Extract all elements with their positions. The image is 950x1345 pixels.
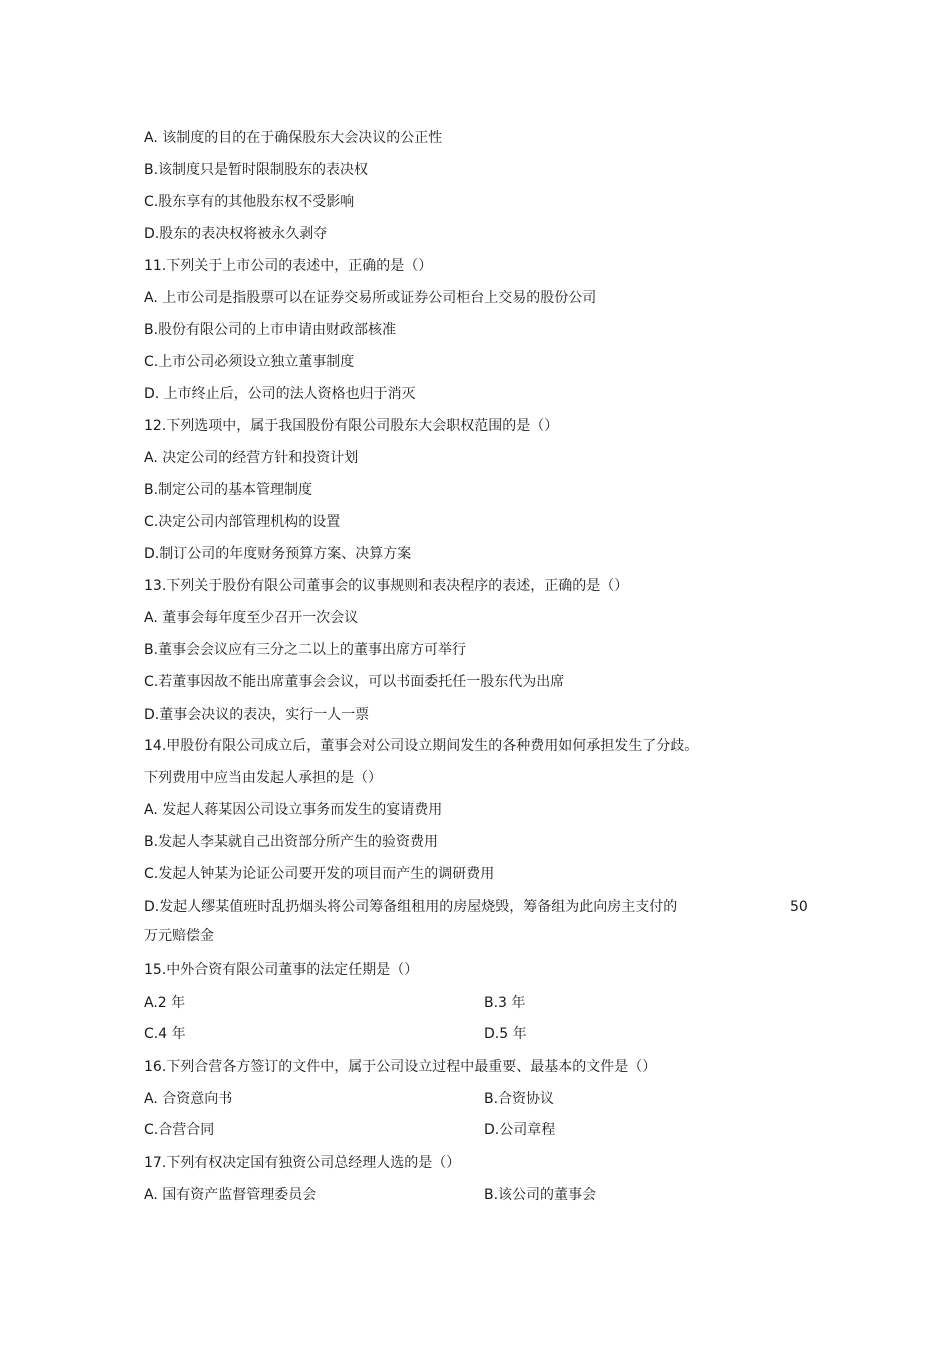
q15-option-a: A.2 年 xyxy=(144,995,186,1011)
q11-option-c: C.上市公司必须设立独立董事制度 xyxy=(144,354,355,370)
q11-option-d: D. 上市终止后，公司的法人资格也归于消灭 xyxy=(144,386,416,402)
q16-option-a: A. 合资意向书 xyxy=(144,1091,233,1107)
q10-option-b: B.该制度只是暂时限制股东的表决权 xyxy=(144,162,369,178)
q14-stem-line1: 14.甲股份有限公司成立后，董事会对公司设立期间发生的各种费用如何承担发生了分歧。 xyxy=(144,738,699,754)
q14-option-a: A. 发起人蒋某因公司设立事务而发生的宴请费用 xyxy=(144,802,443,818)
q14-option-d-line1: D.发起人缪某值班时乱扔烟头将公司筹备组租用的房屋烧毁，筹备组为此向房主支付的 xyxy=(144,899,678,915)
q14-option-d-line2: 万元赔偿金 xyxy=(144,928,214,944)
q16-option-c: C.合营合同 xyxy=(144,1122,215,1138)
q12-option-b: B.制定公司的基本管理制度 xyxy=(144,482,313,498)
q12-option-a: A. 决定公司的经营方针和投资计划 xyxy=(144,450,359,466)
q16-option-d: D.公司章程 xyxy=(484,1122,556,1138)
q10-option-d: D.股东的表决权将被永久剥夺 xyxy=(144,226,328,242)
q14-option-c: C.发起人钟某为论证公司要开发的项目而产生的调研费用 xyxy=(144,866,495,882)
q16-stem: 16.下列合营各方签订的文件中，属于公司设立过程中最重要、最基本的文件是（） xyxy=(144,1059,657,1075)
q13-stem: 13.下列关于股份有限公司董事会的议事规则和表决程序的表述，正确的是（） xyxy=(144,578,629,594)
q13-option-c: C.若董事因故不能出席董事会会议，可以书面委托任一股东代为出席 xyxy=(144,674,565,690)
q12-option-c: C.决定公司内部管理机构的设置 xyxy=(144,514,341,530)
q11-option-b: B.股份有限公司的上市申请由财政部核准 xyxy=(144,322,397,338)
q17-option-a: A. 国有资产监督管理委员会 xyxy=(144,1187,317,1203)
q10-option-a: A. 该制度的目的在于确保股东大会决议的公正性 xyxy=(144,130,443,146)
q12-option-d: D.制订公司的年度财务预算方案、决算方案 xyxy=(144,546,412,562)
q15-option-d: D.5 年 xyxy=(484,1026,527,1042)
q15-option-b: B.3 年 xyxy=(484,995,526,1011)
q17-stem: 17.下列有权决定国有独资公司总经理人选的是（） xyxy=(144,1155,461,1171)
q10-option-c: C.股东享有的其他股东权不受影响 xyxy=(144,194,355,210)
q17-option-b: B.该公司的董事会 xyxy=(484,1187,597,1203)
q13-option-a: A. 董事会每年度至少召开一次会议 xyxy=(144,610,359,626)
q11-stem: 11.下列关于上市公司的表述中，正确的是（） xyxy=(144,258,433,274)
q15-option-c: C.4 年 xyxy=(144,1026,186,1042)
q15-stem: 15.中外合资有限公司董事的法定任期是（） xyxy=(144,962,419,978)
q13-option-b: B.董事会会议应有三分之二以上的董事出席方可举行 xyxy=(144,642,467,658)
q14-option-b: B.发起人李某就自己出资部分所产生的验资费用 xyxy=(144,834,439,850)
q11-option-a: A. 上市公司是指股票可以在证券交易所或证券公司柜台上交易的股份公司 xyxy=(144,290,597,306)
q14-option-d-amount: 50 xyxy=(790,899,808,915)
q13-option-d: D.董事会决议的表决，实行一人一票 xyxy=(144,707,370,723)
q16-option-b: B.合资协议 xyxy=(484,1091,555,1107)
q14-stem-line2: 下列费用中应当由发起人承担的是（） xyxy=(144,770,382,786)
q12-stem: 12.下列选项中，属于我国股份有限公司股东大会职权范围的是（） xyxy=(144,418,559,434)
